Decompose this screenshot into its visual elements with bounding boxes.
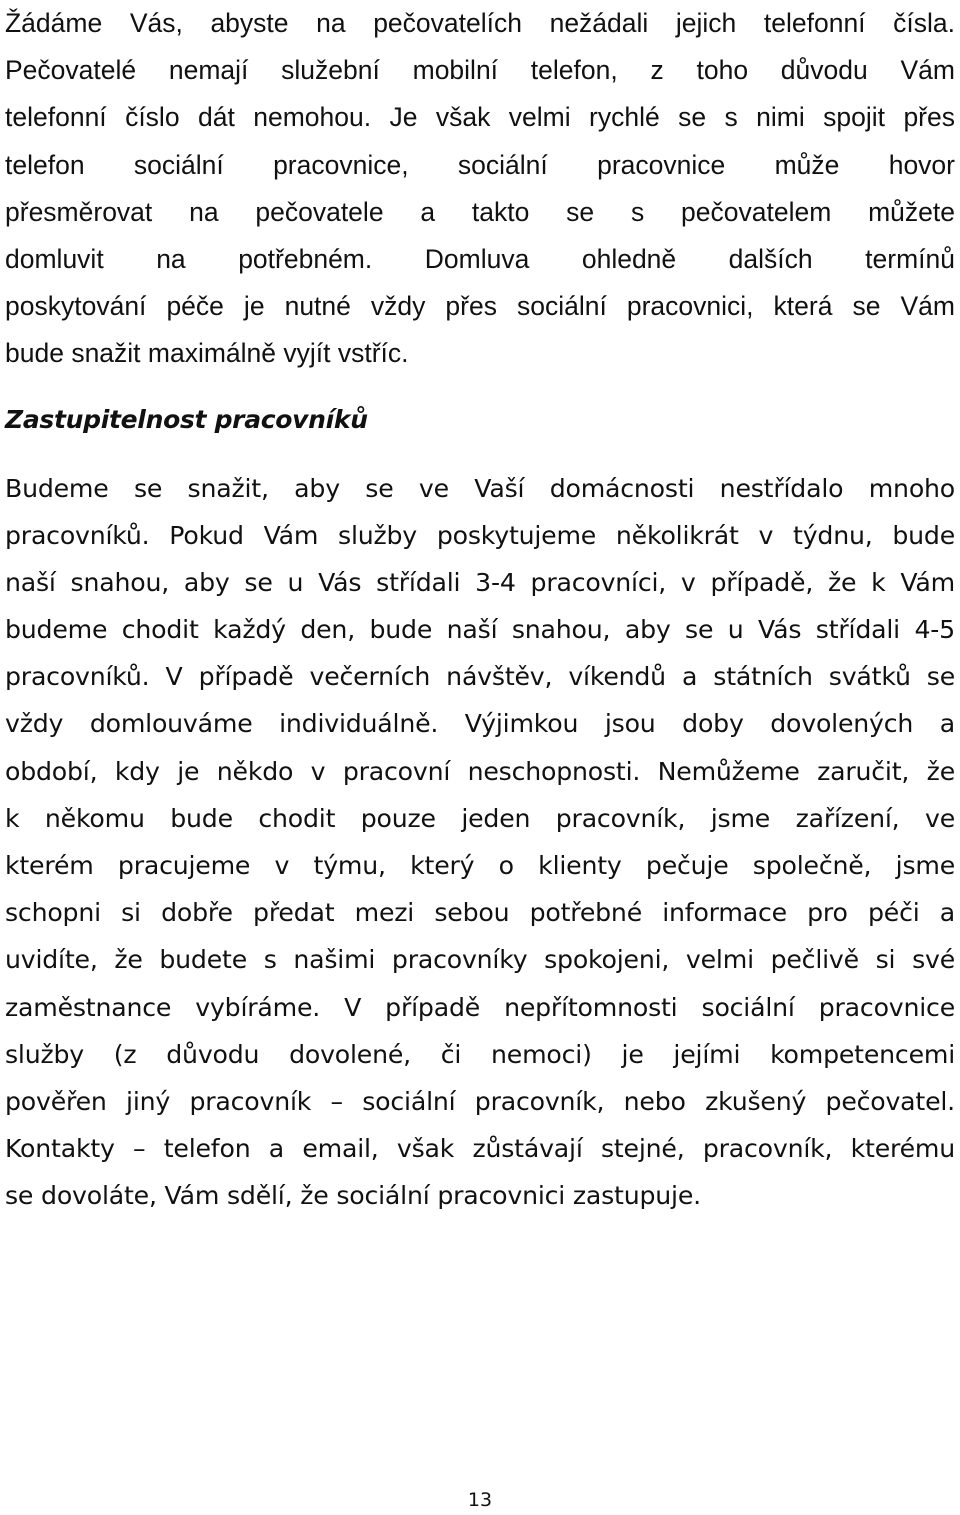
text-line: domluvit na potřebném. Domluva ohledně dalších termínů	[5, 243, 955, 274]
text-line: poskytování péče je nutné vždy přes sociální pracovnici, která se Vám	[5, 291, 955, 322]
text-line: Pečovatelé nemají služební mobilní telefon, z toho důvodu Vám	[5, 55, 955, 86]
paragraph-phone-numbers	[5, 0, 955, 378]
text-line: naší snahou, aby se u Vás střídali 3-4 pracovníci, v případě, že k Vám	[5, 567, 955, 597]
text-line: schopni si dobře předat mezi sebou potřebné informace pro péči a	[5, 898, 955, 928]
text-line: přesměrovat na pečovatele a takto se s pečovatelem můžete	[5, 196, 955, 227]
text-line: telefon sociální pracovnice, sociální pracovnice může hovor	[5, 149, 955, 180]
text-line: kterém pracujeme v týmu, který o klienty pečuje společně, jsme	[5, 851, 955, 880]
text-line: Budeme se snažit, aby se ve Vaší domácnosti nestřídalo mnoho	[5, 473, 955, 503]
text-line: k někomu bude chodit pouze jeden pracovník, jsme zařízení, ve	[5, 803, 955, 833]
paragraph-staff-substitution	[5, 465, 955, 1220]
text-line: služby (z důvodu dovolené, či nemoci) je jejími kompetencemi	[5, 1039, 955, 1069]
text-line: uvidíte, že budete s našimi pracovníky spokojeni, velmi pečlivě si své	[5, 945, 955, 975]
text-line: Kontakty – telefon a email, však zůstávají stejné, pracovník, kterému	[5, 1134, 955, 1164]
spacer	[5, 446, 955, 465]
text-line: pověřen jiný pracovník – sociální pracovník, nebo zkušený pečovatel.	[5, 1086, 955, 1116]
text-line: období, kdy je někdo v pracovní neschopnosti. Nemůžeme zaručit, že	[5, 756, 955, 786]
text-line: pracovníků. V případě večerních návštěv, víkendů a státních svátků se	[5, 662, 955, 692]
text-line: zaměstnance vybíráme. V případě nepřítomnosti sociální pracovnice	[5, 992, 955, 1022]
text-line: se dovoláte, Vám sdělí, že sociální pracovnici zastupuje.	[5, 1181, 701, 1211]
text-line: vždy domlouváme individuálně. Výjimkou jsou doby dovolených a	[5, 709, 955, 739]
text-line: pracovníků. Pokud Vám služby poskytujeme několikrát v týdnu, bude	[5, 520, 955, 550]
text-line: Žádáme Vás, abyste na pečovatelích nežádali jejich telefonní čísla.	[5, 8, 955, 38]
section-heading: Zastupitelnost pracovníků	[5, 404, 368, 434]
text-line: budeme chodit každý den, bude naší snahou, aby se u Vás střídali 4-5	[5, 615, 955, 645]
document-page	[5, 0, 955, 1220]
text-line: telefonní číslo dát nemohou. Je však velmi rychlé se s nimi spojit přes	[5, 102, 955, 133]
text-line: bude snažit maximálně vyjít vstříc.	[5, 338, 409, 369]
page-number: 13	[467, 1489, 493, 1511]
